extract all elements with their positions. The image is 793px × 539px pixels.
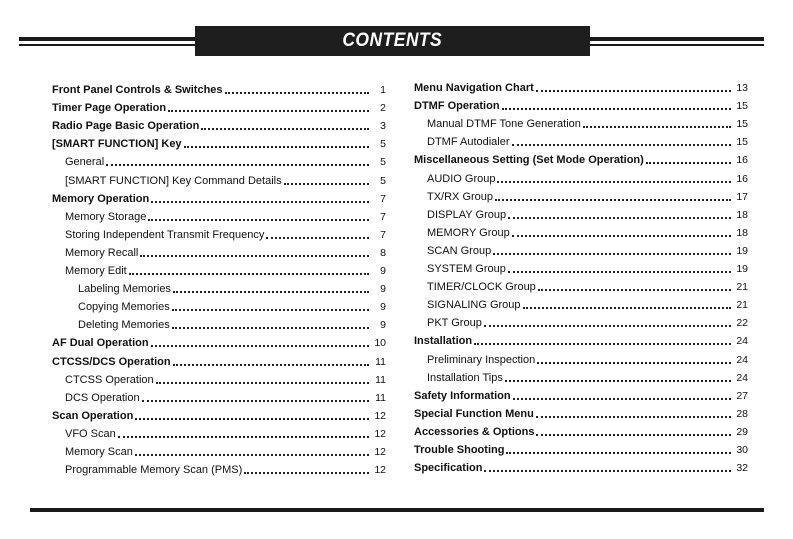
toc-entry[interactable] <box>414 367 748 385</box>
dot-leader <box>172 327 369 329</box>
toc-entry-label: VFO Scan <box>65 427 116 440</box>
toc-entry[interactable] <box>414 77 748 95</box>
dot-leader <box>484 470 731 472</box>
dot-leader <box>505 380 731 382</box>
toc-entry[interactable] <box>414 222 748 240</box>
toc-entry-page: 32 <box>736 462 748 475</box>
toc-entry-label: Miscellaneous Setting (Set Mode Operation) <box>414 154 644 167</box>
toc-entry[interactable] <box>52 332 386 350</box>
toc-entry-label: Front Panel Controls & Switches <box>52 84 223 97</box>
toc-entry-label: Accessories & Options <box>414 425 535 438</box>
toc-entry[interactable] <box>52 441 386 459</box>
toc-entry[interactable] <box>414 403 748 421</box>
toc-entry-page: 7 <box>380 228 386 241</box>
dot-leader <box>523 307 731 309</box>
toc-entry-page: 27 <box>736 389 748 402</box>
dot-leader <box>266 237 369 239</box>
toc-entry-label: Memory Edit <box>65 265 127 278</box>
toc-entry[interactable] <box>52 79 386 97</box>
dot-leader <box>536 434 731 436</box>
toc-entry-page: 13 <box>736 82 748 95</box>
toc-entry-label: MEMORY Group <box>427 226 510 239</box>
dot-leader <box>583 126 731 128</box>
toc-right-column <box>414 77 748 475</box>
toc-entry-label: Deleting Memories <box>78 319 170 332</box>
toc-entry[interactable] <box>52 314 386 332</box>
toc-entry-page: 28 <box>736 407 748 420</box>
toc-entry-page: 5 <box>380 174 386 187</box>
toc-entry-label: Labeling Memories <box>78 283 171 296</box>
toc-entry-page: 12 <box>374 409 386 422</box>
toc-entry-page: 16 <box>736 172 748 185</box>
toc-entry[interactable] <box>52 188 386 206</box>
toc-entry-label: Manual DTMF Tone Generation <box>427 118 581 131</box>
toc-entry-page: 9 <box>380 283 386 296</box>
toc-entry[interactable] <box>414 186 748 204</box>
dot-leader <box>512 235 731 237</box>
toc-entry-label: Menu Navigation Chart <box>414 82 534 95</box>
dot-leader <box>151 201 369 203</box>
header-rule-left-thin <box>19 44 196 46</box>
toc-entry[interactable] <box>414 113 748 131</box>
toc-entry-label: SCAN Group <box>427 244 492 257</box>
toc-entry[interactable] <box>52 242 386 260</box>
toc-entry[interactable] <box>52 459 386 477</box>
toc-entry[interactable] <box>52 278 386 296</box>
toc-entry[interactable] <box>52 206 386 224</box>
dot-leader <box>156 382 369 384</box>
toc-entry[interactable] <box>414 330 748 348</box>
toc-entry-page: 9 <box>380 319 386 332</box>
toc-entry[interactable] <box>414 131 748 149</box>
toc-entry[interactable] <box>52 369 386 387</box>
toc-entry-label: Timer Page Operation <box>52 102 167 115</box>
toc-entry-label: CTCSS/DCS Operation <box>52 355 171 368</box>
toc-entry-label: Memory Operation <box>52 192 150 205</box>
toc-entry[interactable] <box>52 405 386 423</box>
toc-entry-label: [SMART FUNCTION] Key <box>52 138 182 151</box>
toc-entry[interactable] <box>52 169 386 187</box>
toc-entry-label: PKT Group <box>427 317 482 330</box>
dot-leader <box>142 400 369 402</box>
toc-entry[interactable] <box>414 348 748 366</box>
toc-entry-page: 5 <box>380 156 386 169</box>
dot-leader <box>151 345 369 347</box>
toc-entry-label: SIGNALING Group <box>427 299 521 312</box>
toc-entry[interactable] <box>414 240 748 258</box>
toc-entry-page: 21 <box>736 281 748 294</box>
toc-entry-label: [SMART FUNCTION] Key Command Details <box>65 174 282 187</box>
toc-entry[interactable] <box>414 167 748 185</box>
toc-entry[interactable] <box>52 296 386 314</box>
toc-entry-label: Radio Page Basic Operation <box>52 120 200 133</box>
dot-leader <box>201 128 369 130</box>
toc-entry-label: Memory Storage <box>65 210 147 223</box>
toc-entry-page: 7 <box>380 192 386 205</box>
toc-entry-page: 21 <box>736 299 748 312</box>
toc-entry[interactable] <box>414 385 748 403</box>
toc-entry[interactable] <box>52 423 386 441</box>
dot-leader <box>497 181 731 183</box>
dot-leader <box>172 309 369 311</box>
toc-entry-page: 24 <box>736 353 748 366</box>
toc-entry-label: Special Function Menu <box>414 407 534 420</box>
toc-entry[interactable] <box>52 260 386 278</box>
dot-leader <box>173 291 369 293</box>
toc-entry-page: 10 <box>374 337 386 350</box>
toc-entry[interactable] <box>52 97 386 115</box>
toc-entry-page: 24 <box>736 335 748 348</box>
toc-entry[interactable] <box>414 258 748 276</box>
dot-leader <box>646 162 731 164</box>
toc-entry[interactable] <box>52 151 386 169</box>
dot-leader <box>538 289 731 291</box>
toc-entry-page: 9 <box>380 265 386 278</box>
toc-entry-label: SYSTEM Group <box>427 263 506 276</box>
toc-entry[interactable] <box>414 439 748 457</box>
toc-entry[interactable] <box>52 115 386 133</box>
toc-entry-page: 15 <box>736 136 748 149</box>
toc-entry-page: 22 <box>736 317 748 330</box>
toc-entry-label: Preliminary Inspection <box>427 353 536 366</box>
dot-leader <box>284 183 369 185</box>
toc-entry-label: TX/RX Group <box>427 190 494 203</box>
dot-leader <box>148 219 369 221</box>
toc-entry[interactable] <box>52 387 386 405</box>
toc-entry-label: TIMER/CLOCK Group <box>427 281 536 294</box>
toc-entry[interactable] <box>414 95 748 113</box>
dot-leader <box>536 416 731 418</box>
toc-entry-page: 12 <box>374 445 386 458</box>
toc-entry-label: AUDIO Group <box>427 172 496 185</box>
dot-leader <box>168 110 369 112</box>
toc-entry-label: Programmable Memory Scan (PMS) <box>65 464 243 477</box>
toc-entry-label: CTCSS Operation <box>65 373 154 386</box>
toc-entry[interactable] <box>52 350 386 368</box>
header-rule-right-thick <box>589 37 764 41</box>
toc-entry-label: DTMF Autodialer <box>427 136 510 149</box>
toc-entry-page: 15 <box>736 118 748 131</box>
toc-entry-label: AF Dual Operation <box>52 337 149 350</box>
toc-entry-page: 24 <box>736 371 748 384</box>
toc-entry-page: 5 <box>380 138 386 151</box>
dot-leader <box>474 343 731 345</box>
toc-entry-page: 11 <box>375 373 386 386</box>
header-rule-left-thick <box>19 37 196 41</box>
toc-entry-page: 16 <box>736 154 748 167</box>
toc-entry-label: Scan Operation <box>52 409 134 422</box>
toc-entry-page: 18 <box>736 208 748 221</box>
toc-entry-page: 7 <box>380 210 386 223</box>
toc-entry[interactable] <box>414 312 748 330</box>
dot-leader <box>512 144 731 146</box>
toc-entry-page: 12 <box>374 427 386 440</box>
header-rule-right-thin <box>589 44 764 46</box>
dot-leader <box>129 273 369 275</box>
toc-entry-label: Memory Recall <box>65 246 139 259</box>
toc-entry[interactable] <box>414 149 748 167</box>
dot-leader <box>135 454 369 456</box>
toc-entry-page: 11 <box>375 355 386 368</box>
toc-entry-page: 3 <box>380 120 386 133</box>
toc-entry-label: Copying Memories <box>78 301 170 314</box>
title-banner <box>195 26 590 56</box>
toc-entry-label: DTMF Operation <box>414 100 500 113</box>
toc-entry-label: General <box>65 156 105 169</box>
toc-entry-page: 12 <box>374 464 386 477</box>
toc-entry-label: Trouble Shooting <box>414 443 505 456</box>
toc-entry[interactable] <box>414 421 748 439</box>
dot-leader <box>495 199 731 201</box>
toc-entry-page: 15 <box>736 100 748 113</box>
toc-entry[interactable] <box>52 133 386 151</box>
dot-leader <box>513 398 731 400</box>
page-title: CONTENTS <box>342 30 443 51</box>
dot-leader <box>502 108 731 110</box>
toc-entry-label: Installation Tips <box>427 371 503 384</box>
toc-entry-label: Memory Scan <box>65 445 133 458</box>
toc-entry-label: Storing Independent Transmit Frequency <box>65 228 265 241</box>
toc-entry-page: 11 <box>375 391 386 404</box>
dot-leader <box>173 364 369 366</box>
dot-leader <box>484 325 731 327</box>
toc-entry[interactable] <box>414 457 748 475</box>
toc-entry-page: 2 <box>380 102 386 115</box>
toc-entry-page: 19 <box>736 263 748 276</box>
dot-leader <box>537 362 731 364</box>
toc-left-column <box>52 79 386 477</box>
dot-leader <box>508 271 731 273</box>
footer-rule <box>30 508 764 512</box>
dot-leader <box>140 255 369 257</box>
toc-entry-page: 17 <box>736 190 748 203</box>
dot-leader <box>244 472 369 474</box>
toc-entry-page: 1 <box>380 84 386 97</box>
toc-entry[interactable] <box>414 294 748 312</box>
toc-entry[interactable] <box>414 204 748 222</box>
dot-leader <box>106 164 369 166</box>
toc-entry-page: 18 <box>736 226 748 239</box>
toc-entry-page: 19 <box>736 244 748 257</box>
toc-entry-label: Safety Information <box>414 389 511 402</box>
toc-entry-page: 8 <box>380 246 386 259</box>
dot-leader <box>118 436 369 438</box>
toc-entry-label: Specification <box>414 462 483 475</box>
dot-leader <box>536 90 731 92</box>
toc-entry-page: 9 <box>380 301 386 314</box>
dot-leader <box>506 452 731 454</box>
toc-entry[interactable] <box>52 224 386 242</box>
toc-entry-page: 30 <box>736 443 748 456</box>
dot-leader <box>225 92 369 94</box>
toc-entry-label: DISPLAY Group <box>427 208 507 221</box>
dot-leader <box>508 217 731 219</box>
dot-leader <box>493 253 731 255</box>
toc-entry-page: 29 <box>736 425 748 438</box>
toc-entry-label: Installation <box>414 335 473 348</box>
toc-entry[interactable] <box>414 276 748 294</box>
toc-entry-label: DCS Operation <box>65 391 140 404</box>
dot-leader <box>135 418 369 420</box>
dot-leader <box>184 146 369 148</box>
